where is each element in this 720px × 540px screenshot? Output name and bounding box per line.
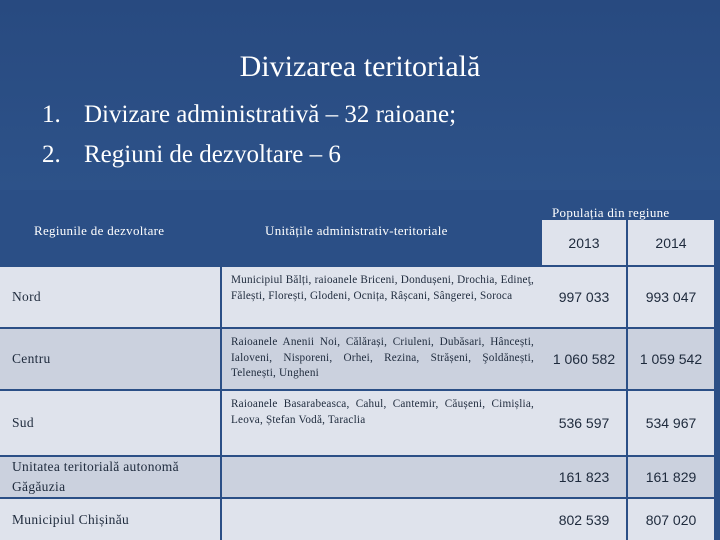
table-row-region: Nord [0,267,220,327]
table-row-units: Municipiul Bălți, raioanele Briceni, Dondușeni, Drochia, Edineţ, Fălești, Florești, Glodeni, Ocnița, Râșcani, Sângerei, Soroca [222,267,542,327]
list-number: 1. [42,101,61,128]
table-row-value-2014: 1 059 542 [628,329,714,389]
table-row-value-2013: 1 060 582 [542,329,626,389]
header-region [0,190,220,265]
table-row-units [222,499,542,540]
table-row-value-2013: 997 033 [542,267,626,327]
numbered-list [42,95,456,175]
regions-table [0,190,720,540]
header-units-label: Unitățile administrativ-teritoriale [265,223,448,238]
table-row-value-2014: 534 967 [628,391,714,455]
table-row-units: Raioanele Basarabeasca, Cahul, Cantemir, Căușeni, Cimișlia, Leova, Ștefan Vodă, Taraclia [222,391,542,455]
header-year-2014: 2014 [628,220,714,265]
table-row-units: Raioanele Anenii Noi, Călărași, Criuleni, Dubăsari, Hâncești, Ialoveni, Nisporeni, Orhei, Rezina, Strășeni, Şoldănești, Telenești, Ungheni [222,329,542,389]
list-item [42,95,456,135]
header-population [542,190,714,220]
table-row-value-2013: 161 823 [542,457,626,497]
table-row-region: Sud [0,391,220,455]
header-units [222,190,542,265]
list-item [42,135,456,175]
table-row-value-2013: 802 539 [542,499,626,540]
list-text: Divizare administrativă – 32 raioane; [84,101,457,128]
header-year-2013: 2013 [542,220,626,265]
header-population-label: Populația din regiune [552,205,670,220]
table-row-value-2014: 807 020 [628,499,714,540]
table-row-value-2014: 993 047 [628,267,714,327]
table-row-region: Unitatea teritorială autonomă Găgăuzia [0,457,220,497]
table-row-value-2013: 536 597 [542,391,626,455]
table-row-value-2014: 161 829 [628,457,714,497]
list-number: 2. [42,141,61,168]
table-row-region: Centru [0,329,220,389]
table-row-region: Municipiul Chișinău [0,499,220,540]
table-row-units [222,457,542,497]
header-region-label: Regiunile de dezvoltare [34,223,165,238]
list-text: Regiuni de dezvoltare – 6 [84,141,341,168]
slide-title: Divizarea teritorială [239,50,481,83]
